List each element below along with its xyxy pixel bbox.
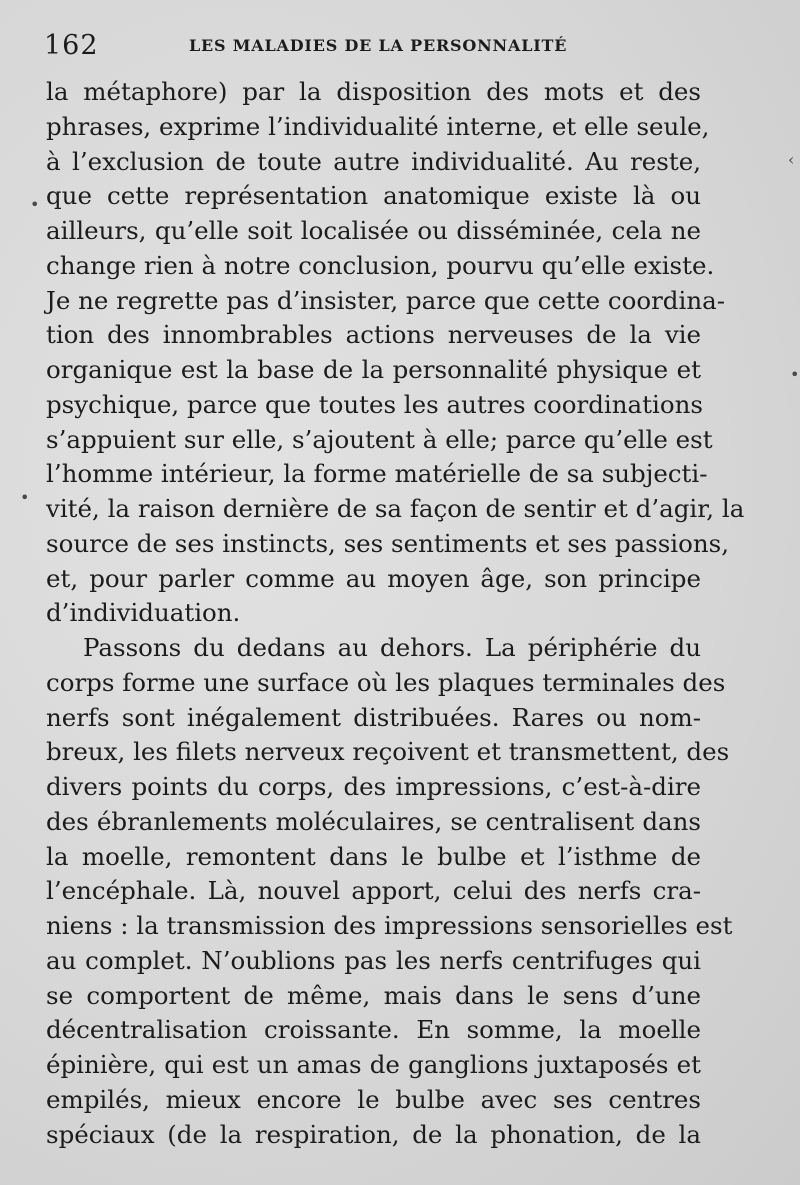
page-number: 162: [44, 30, 99, 61]
text-line: l’encéphale. Là, nouvel apport, celui des nerfs cra-: [46, 876, 701, 906]
text-line: phrases, exprime l’individualité interne, et elle seule,: [46, 111, 710, 141]
text-line: niens : la transmission des impressions sensorielles est: [46, 911, 733, 940]
text-line: corps forme une surface où les plaques terminales des: [46, 667, 726, 697]
text-line: spéciaux (de la respiration, de la phonation, de la: [46, 1119, 701, 1149]
text-line: divers points du corps, des impressions, c’est-à-dire: [46, 772, 701, 801]
margin-speck: •: [20, 488, 30, 507]
text-line: tion des innombrables actions nerveuses de la vie: [46, 320, 701, 350]
text-line: ailleurs, qu’elle soit localisée ou disséminée, cela ne: [46, 216, 701, 245]
text-line: des ébranlements moléculaires, se centralisent dans: [46, 806, 701, 836]
text-line: breux, les filets nerveux reçoivent et transmettent, des: [46, 737, 730, 767]
text-line: nerfs sont inégalement distribuées. Rares ou nom-: [46, 702, 701, 732]
text-line: empilés, mieux encore le bulbe avec ses centres: [46, 1084, 701, 1114]
body-text: [46, 75, 745, 1152]
text-line: décentralisation croissante. En somme, la moelle: [46, 1015, 701, 1045]
running-title: LES MALADIES DE LA PERSONNALITÉ: [189, 36, 568, 55]
text-line: épinière, qui est un amas de ganglions juxtaposés et: [46, 1050, 701, 1079]
margin-speck: •: [790, 365, 800, 384]
text-line: d’individuation.: [46, 598, 241, 628]
paragraph-start-line: Passons du dedans au dehors. La périphérie du: [83, 633, 701, 662]
margin-speck: •: [30, 195, 40, 214]
text-line: vité, la raison dernière de sa façon de sentir et d’agir, la: [46, 494, 745, 523]
text-line: la moelle, remontent dans le bulbe et l’isthme de: [46, 841, 701, 871]
text-line: au complet. N’oublions pas les nerfs centrifuges qui: [46, 945, 701, 975]
text-line: la métaphore) par la disposition des mots et des: [46, 77, 701, 106]
text-line: l’homme intérieur, la forme matérielle de sa subjecti-: [46, 459, 708, 489]
text-line: et, pour parler comme au moyen âge, son principe: [46, 563, 701, 593]
text-line: Je ne regrette pas d’insister, parce que cette coordina-: [46, 285, 725, 315]
margin-speck: ‹: [788, 150, 795, 169]
text-line: s’appuient sur elle, s’ajoutent à elle; parce qu’elle est: [46, 424, 713, 454]
running-head: [44, 30, 704, 64]
text-line: psychique, parce que toutes les autres coordinations: [46, 389, 703, 419]
text-line: organique est la base de la personnalité physique et: [46, 355, 701, 384]
text-line: que cette représentation anatomique existe là ou: [46, 181, 701, 211]
text-line: se comportent de même, mais dans le sens d’une: [46, 980, 701, 1010]
text-line: à l’exclusion de toute autre individualité. Au reste,: [46, 146, 701, 176]
text-line: source de ses instincts, ses sentiments et ses passions,: [46, 528, 729, 558]
text-line: change rien à notre conclusion, pourvu qu’elle existe.: [46, 250, 715, 280]
